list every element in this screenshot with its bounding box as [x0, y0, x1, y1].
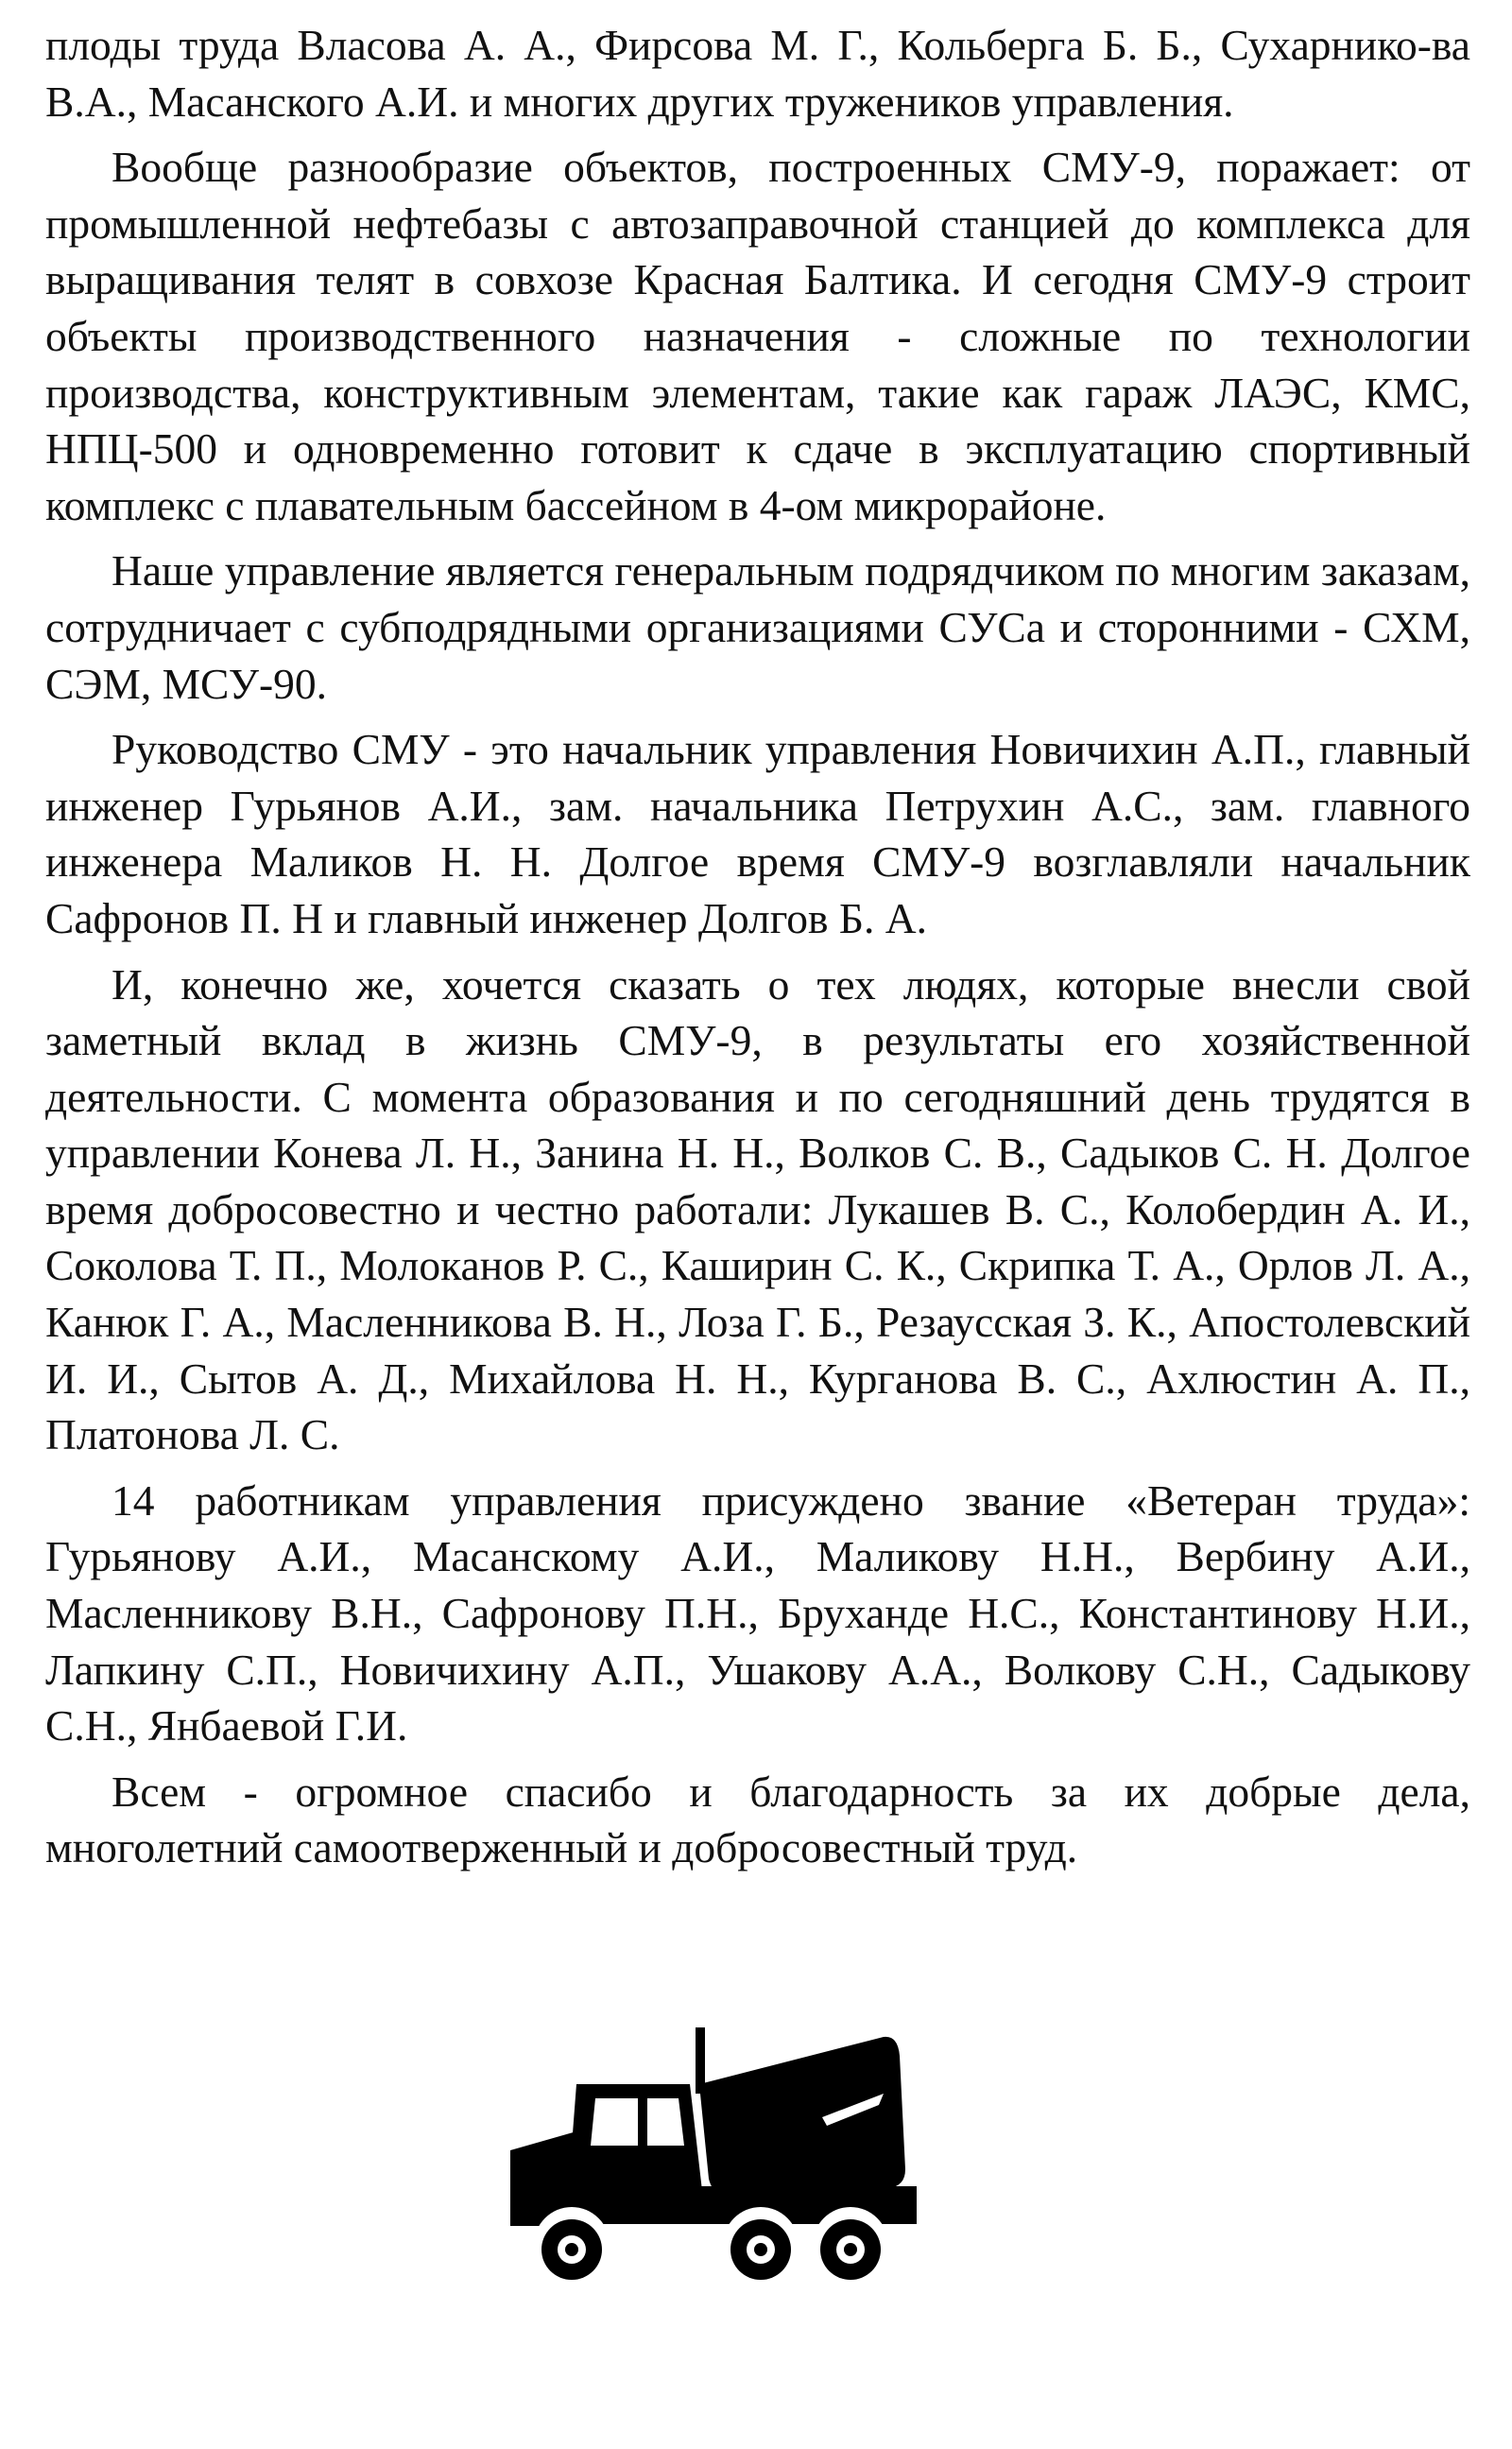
- paragraph-people: И, конечно же, хочется сказать о тех людях, которые внесли свой заметный вклад в жизнь СМУ-9, в результаты его хозяйственной деятельности. С момента образования и по сегодняшний день трудятся в управлении Конева Л. Н., Занина Н. Н., Волков С. В., Садыков С. Н. Долгое время добросовестно и честно работали: Лукашев В. С., Колобердин А. И., Соколова Т. П., Молоканов Р. С., Каширин С. К., Скрипка Т. А., Орлов Л. А., Канюк Г. А., Масленникова В. Н., Лоза Г. Б., Резаусская З. К., Апостолевский И. И., Сытов А. Д., Михайлова Н. Н., Курганова В. С., Ахлюстин А. П., Платонова Л. С.: [45, 959, 1470, 1459]
- paragraph-veterans: 14 работникам управления присуждено звание «Ветеран труда»: Гурьянову А.И., Масанскому А.И., Маликову Н.Н., Вербину А.И., Масленникову В.Н., Сафронову П.Н., Бруханде Н.С., Константинову Н.И., Лапкину С.П., Новичихину А.П., Ушакову А.А., Волкову С.Н., Садыкову С.Н., Янбаевой Г.И.: [45, 1475, 1470, 1751]
- paragraph-credits: плоды труда Власова А. А., Фирсова М. Г., Кольберга Б. Б., Сухарнико-ва В.А., Масанского А.И. и многих других тружеников управления.: [45, 21, 1470, 126]
- paragraph-thanks: Всем - огромное спасибо и благодарность за их добрые дела, многолетний самоотверженный и добросовестный труд.: [45, 1767, 1470, 1872]
- paragraph-management: Руководство СМУ - это начальник управления Новичихин А.П., главный инженер Гурьянов А.И., зам. начальника Петрухин А.С., зам. главного инженера Маликов Н. Н. Долгое время СМУ-9 возглавляли начальник Сафронов П. Н и главный инженер Долгов Б. А.: [45, 725, 1470, 942]
- document-page: [45, 17, 1470, 1886]
- paragraph-objects: Вообще разнообразие объектов, построенных СМУ-9, поражает: от промышленной нефтебазы с автозаправочной станцией до комплекса для выращивания телят в совхозе Красная Балтика. И сегодня СМУ-9 строит объекты производственного назначения - сложные по технологии производства, конструктивным элементам, такие как гараж ЛАЭС, КМС, НПЦ-500 и одновременно готовит к сдаче в эксплуатацию спортивный комплекс с плавательным бассейном в 4-ом микрорайоне.: [45, 143, 1470, 529]
- concrete-mixer-truck-icon: [510, 2018, 945, 2302]
- paragraph-contractor: Наше управление является генеральным подрядчиком по многим заказам, сотрудничает с субподрядными организациями СУСа и сторонними - СХМ, СЭМ, МСУ-90.: [45, 546, 1470, 708]
